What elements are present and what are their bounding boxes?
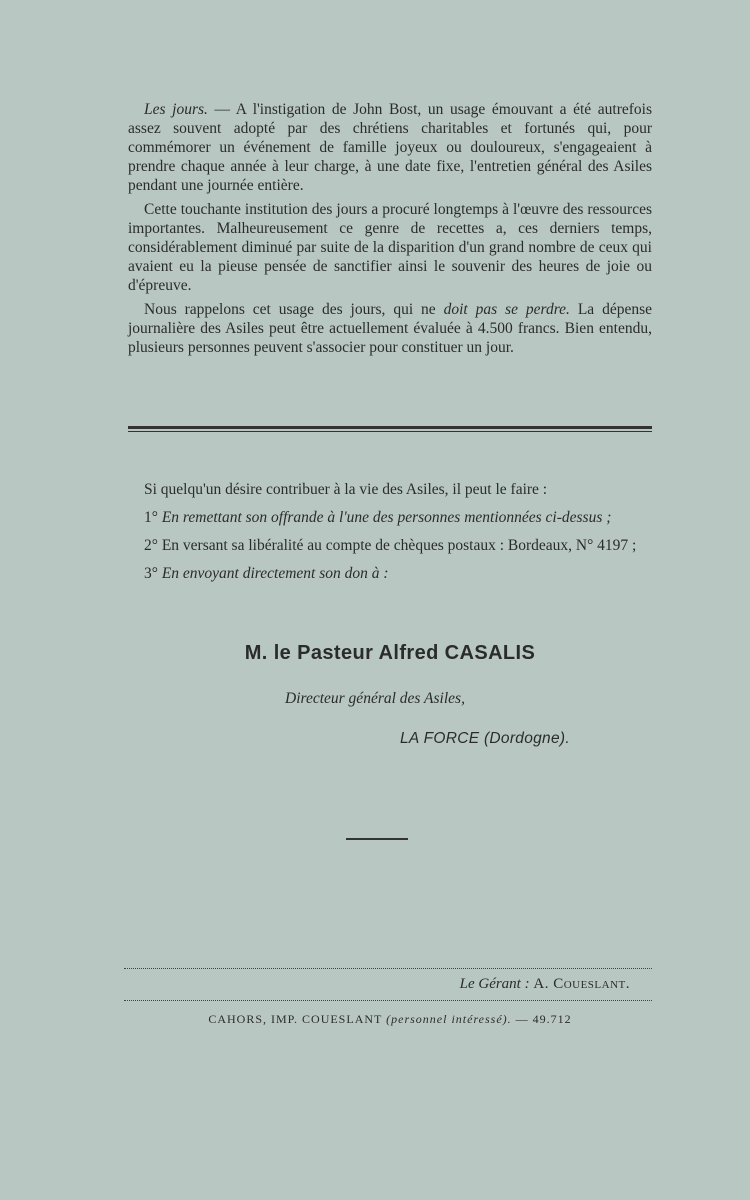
gerant-line [460, 976, 630, 993]
jours-paragraph-1 [128, 100, 652, 195]
item-3-number: 3° [144, 565, 158, 582]
contribution-section [128, 480, 652, 592]
contribution-item-1 [128, 508, 652, 527]
footer-rule-top [124, 968, 652, 969]
section-divider [128, 426, 652, 432]
contribution-intro: Si quelqu'un désire contribuer à la vie des Asiles, il peut le faire : [144, 481, 548, 498]
gerant-name: A. Coueslant. [533, 976, 630, 992]
item-3-text: En envoyant directement son don à : [161, 565, 389, 582]
item-2-text: En versant sa libéralité au compte de chèques postaux : Bordeaux, N° 4197 ; [161, 537, 637, 554]
jours-heading: Les jours. [144, 101, 208, 118]
printer-imprint [128, 1012, 652, 1027]
imprint-start: CAHORS, IMP. COUESLANT [208, 1012, 387, 1026]
jours-paragraph-3 [128, 300, 652, 357]
footer-rule-bottom [124, 1000, 652, 1001]
short-divider [346, 838, 408, 840]
gerant-label: Le Gérant : [459, 976, 530, 992]
jours-paragraph-2: Cette touchante institution des jours a procuré longtemps à l'œuvre des ressources importantes. Malheureusement ce genre de recettes a, ces derniers temps, considérablement diminué par suite de la disparition d'un grand nombre de ceux qui avaient eu la pieuse pensée de sanctifier ainsi le souvenir des heures de joie ou d'épreuve. [128, 201, 652, 294]
item-2-number: 2° [144, 537, 158, 554]
jours-paragraph-1-text: — A l'instigation de John Bost, un usage émouvant a été autrefois assez souvent adopté par des chrétiens charitables et fortunés qui, pour commémorer un événement de famille joyeux ou douloureux, s'engageaient à prendre chaque année à leur charge, à une date fixe, l'entretien général des Asiles pendant une journée entière. [128, 101, 652, 194]
jours-paragraph-3-start: Nous rappelons cet usage des jours, qui ne [144, 301, 444, 318]
recipient-title: Directeur général des Asiles, [285, 690, 465, 707]
recipient-address: LA FORCE (Dordogne). [400, 730, 570, 747]
item-1-text: En remettant son offrande à l'une des personnes mentionnées ci-dessus ; [161, 509, 612, 526]
jours-paragraph-3-end: La dépense journalière des Asiles peut être actuellement évaluée à 4.500 francs. Bien entendu, plusieurs personnes peuvent s'associer pour constituer un jour. [128, 301, 652, 356]
imprint-end: — 49.712 [511, 1012, 572, 1026]
jours-section [128, 100, 652, 362]
jours-paragraph-3-emphasis: doit pas se perdre. [443, 301, 570, 318]
contribution-item-3 [128, 564, 652, 583]
contribution-item-2 [128, 536, 652, 555]
item-1-number: 1° [144, 509, 158, 526]
recipient-name: M. le Pasteur Alfred CASALIS [244, 642, 536, 664]
imprint-emphasis: (personnel intéressé). [386, 1012, 512, 1026]
